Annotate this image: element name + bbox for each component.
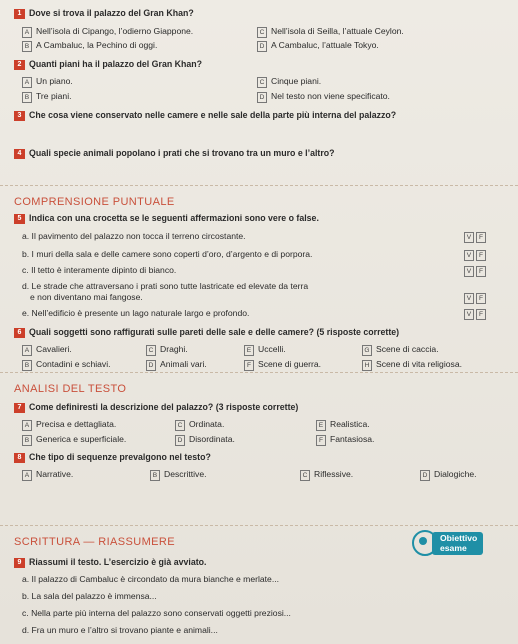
question-number: 8: [14, 453, 25, 463]
true-box[interactable]: V: [464, 293, 474, 304]
option-letter: D: [257, 41, 267, 52]
option[interactable]: D Disordinata.: [175, 434, 235, 446]
false-box[interactable]: F: [476, 232, 486, 243]
option[interactable]: C Ordinata.: [175, 419, 224, 431]
option-letter: D: [257, 92, 267, 103]
option-letter: B: [22, 360, 32, 371]
option-letter: C: [175, 420, 185, 431]
option[interactable]: G Scene di caccia.: [362, 344, 439, 356]
option[interactable]: A Nell’isola di Cipango, l’odierno Giappone.: [22, 26, 193, 38]
option-letter: F: [316, 435, 326, 446]
option-letter: C: [257, 27, 267, 38]
option-letter: A: [22, 420, 32, 431]
option-letter: A: [22, 77, 32, 88]
option[interactable]: E Realistica.: [316, 419, 370, 431]
question-number: 3: [14, 111, 25, 121]
question-text: Che tipo di sequenze prevalgono nel testo?: [29, 452, 211, 462]
option[interactable]: A Un piano.: [22, 76, 73, 88]
option-letter: D: [175, 435, 185, 446]
question-number: 2: [14, 60, 25, 70]
option[interactable]: B A Cambaluc, la Pechino di oggi.: [22, 40, 157, 52]
question-text: Indica con una crocetta se le seguenti affermazioni sono vere o false.: [29, 213, 319, 223]
option[interactable]: D Animali vari.: [146, 359, 207, 371]
option-letter: F: [244, 360, 254, 371]
option[interactable]: C Draghi.: [146, 344, 188, 356]
question-text: Dove si trova il palazzo del Gran Khan?: [29, 8, 194, 18]
option-letter: A: [22, 470, 32, 481]
option-letter: E: [316, 420, 326, 431]
question-text: Quali soggetti sono raffigurati sulle pareti delle sale e delle camere? (5 risposte corrette): [29, 327, 400, 337]
question-number: 5: [14, 214, 25, 224]
true-box[interactable]: V: [464, 250, 474, 261]
summary-line: d. Fra un muro e l’altro si trovano piante e animali...: [22, 625, 218, 635]
option[interactable]: F Fantasiosa.: [316, 434, 374, 446]
statement: b. I muri della sala e delle camere sono coperti d’oro, d’argento e di porpora.: [22, 249, 313, 259]
option-letter: G: [362, 345, 372, 356]
option-letter: B: [150, 470, 160, 481]
option[interactable]: C Riflessive.: [300, 469, 353, 481]
question-number: 7: [14, 403, 25, 413]
option[interactable]: A Precisa e dettagliata.: [22, 419, 116, 431]
option[interactable]: A Cavalieri.: [22, 344, 72, 356]
true-box[interactable]: V: [464, 309, 474, 320]
statement: c. Il tetto è interamente dipinto di bianco.: [22, 265, 177, 275]
option[interactable]: A Narrative.: [22, 469, 73, 481]
false-box[interactable]: F: [476, 309, 486, 320]
question-text: Quanti piani ha il palazzo del Gran Khan?: [29, 59, 203, 69]
true-false-boxes[interactable]: [464, 308, 488, 320]
question-7: [14, 402, 298, 413]
question-3: [14, 110, 396, 121]
option-letter: A: [22, 27, 32, 38]
question-8: [14, 452, 211, 463]
option[interactable]: B Tre piani.: [22, 91, 72, 103]
option-letter: C: [257, 77, 267, 88]
option[interactable]: H Scene di vita religiosa.: [362, 359, 462, 371]
section-divider: [0, 525, 518, 526]
statement-continuation: e non diventano mai fangose.: [30, 292, 143, 302]
option-letter: B: [22, 41, 32, 52]
summary-line: c. Nella parte più interna del palazzo sono conservati oggetti preziosi...: [22, 608, 291, 618]
question-2: [14, 59, 202, 70]
true-false-boxes[interactable]: [464, 231, 488, 243]
statement: e. Nell’edificio è presente un lago naturale largo e profondo.: [22, 308, 250, 318]
section-divider: [0, 372, 518, 373]
option-letter: E: [244, 345, 254, 356]
question-6: [14, 327, 399, 338]
question-text: Riassumi il testo. L’esercizio è già avviato.: [29, 557, 207, 567]
option-letter: B: [22, 92, 32, 103]
statement: d. Le strade che attraversano i prati sono tutte lastricate ed elevate da terra: [22, 281, 309, 291]
option[interactable]: B Descrittive.: [150, 469, 207, 481]
section-title-analisi: ANALISI DEL TESTO: [14, 383, 127, 395]
true-false-boxes[interactable]: [464, 265, 488, 277]
statement: a. Il pavimento del palazzo non tocca il terreno circostante.: [22, 231, 246, 241]
section-title-comprensione: COMPRENSIONE PUNTUALE: [14, 196, 175, 208]
option[interactable]: C Cinque piani.: [257, 76, 321, 88]
section-title-scrittura: SCRITTURA — RIASSUMERE: [14, 536, 175, 548]
option-letter: D: [420, 470, 430, 481]
question-4: [14, 148, 335, 159]
question-number: 4: [14, 149, 25, 159]
option[interactable]: F Scene di guerra.: [244, 359, 321, 371]
true-false-boxes[interactable]: [464, 249, 488, 261]
badge-label: Obiettivo esame: [432, 532, 483, 555]
question-9: [14, 557, 206, 568]
question-number: 1: [14, 9, 25, 19]
option-letter: A: [22, 345, 32, 356]
true-box[interactable]: V: [464, 266, 474, 277]
summary-line: b. La sala del palazzo è immensa...: [22, 591, 157, 601]
option-letter: D: [146, 360, 156, 371]
option[interactable]: C Nell’isola di Seilla, l’attuale Ceylon.: [257, 26, 404, 38]
option[interactable]: E Uccelli.: [244, 344, 286, 356]
question-number: 9: [14, 558, 25, 568]
summary-line: a. Il palazzo di Cambaluc è circondato da mura bianche e merlate...: [22, 574, 279, 584]
question-text: Che cosa viene conservato nelle camere e nelle sale della parte più interna del palazzo?: [29, 110, 397, 120]
option-letter: H: [362, 360, 372, 371]
objective-badge: [412, 530, 500, 556]
option[interactable]: D Nel testo non viene specificato.: [257, 91, 390, 103]
question-text: Quali specie animali popolano i prati che si trovano tra un muro e l’altro?: [29, 148, 335, 158]
option[interactable]: D A Cambaluc, l’attuale Tokyo.: [257, 40, 379, 52]
question-number: 6: [14, 328, 25, 338]
option[interactable]: B Generica e superficiale.: [22, 434, 126, 446]
question-5: [14, 213, 319, 224]
false-box[interactable]: F: [476, 266, 486, 277]
section-divider: [0, 185, 518, 186]
question-text: Come definiresti la descrizione del palazzo? (3 risposte corrette): [29, 402, 299, 412]
option[interactable]: D Dialogiche.: [420, 469, 477, 481]
true-box[interactable]: V: [464, 232, 474, 243]
option-letter: C: [300, 470, 310, 481]
option-letter: B: [22, 435, 32, 446]
false-box[interactable]: F: [476, 293, 486, 304]
option[interactable]: B Contadini e schiavi.: [22, 359, 111, 371]
true-false-boxes[interactable]: [464, 292, 488, 304]
question-1: [14, 8, 194, 19]
false-box[interactable]: F: [476, 250, 486, 261]
option-letter: C: [146, 345, 156, 356]
